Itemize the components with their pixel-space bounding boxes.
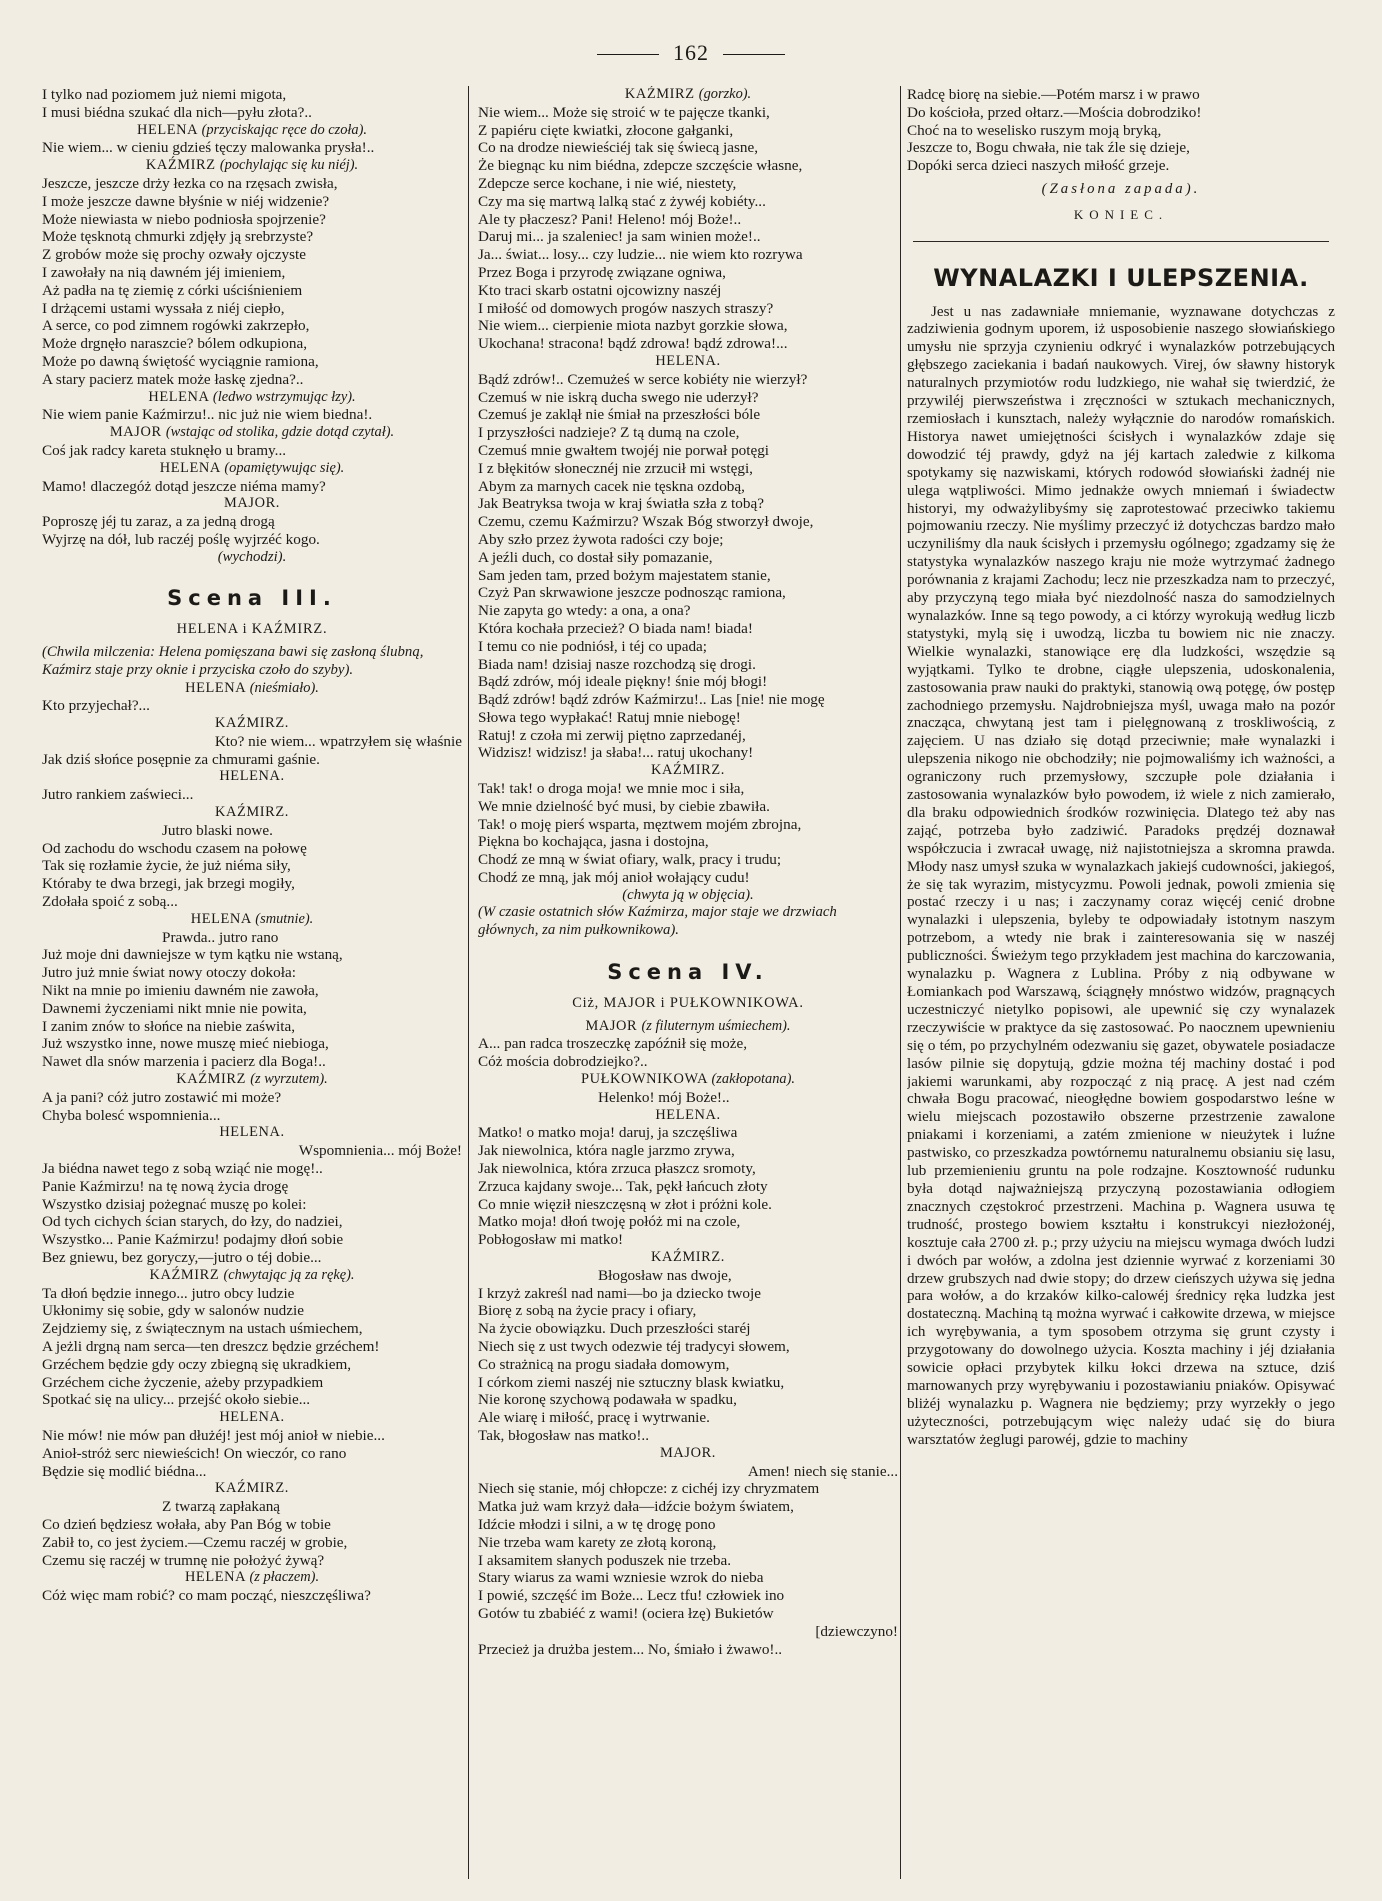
verse-line: Nawet dla snów marzenia i pacierz dla Boga!..	[42, 1053, 326, 1071]
speaker-cue	[42, 495, 462, 513]
verse-line: Kto przyjechał?...	[42, 697, 150, 715]
verse-line: Zabił to, co jest życiem.—Czemu raczéj w grobie,	[42, 1533, 348, 1551]
verse-line: Jutro już mnie świat nowy otoczy dokoła:	[42, 964, 296, 982]
verse-line: Wspomnienia... mój Boże!	[298, 1142, 462, 1160]
speaker-name: MAJOR.	[224, 495, 280, 512]
verse-line: Dawnemi życzeniami nikt mnie nie powita,	[42, 999, 307, 1017]
verse-line: Bez gniewu, bez goryczy,—jutro o téj dobie...	[42, 1249, 322, 1266]
speaker-cue	[42, 1071, 462, 1089]
speaker-cue	[478, 1249, 898, 1267]
verse-line: Gotów tu zbabiéć z wami! (ociera łzę) Bukietów	[478, 1604, 774, 1622]
speaker-cue	[42, 715, 462, 733]
verse-line: Może po dawną świętość wyciągnie ramiona,	[42, 352, 319, 370]
speaker-direction: (z wyrzutem).	[250, 1071, 328, 1088]
end-marker: KONIEC.	[1073, 206, 1169, 222]
verse-line: Z papiéru cięte kwiatki, złocone gałganki,	[478, 121, 734, 139]
speaker-cue	[478, 762, 898, 780]
speaker-name: KAŹMIRZ.	[215, 1480, 289, 1497]
verse-line: Chyba bolesć wspomnienia...	[42, 1106, 221, 1124]
verse-line: I tylko nad poziomem już niemi migota,	[42, 86, 287, 103]
drama-column-middle	[478, 86, 898, 1893]
speaker-name: KAŹMIRZ.	[215, 715, 289, 732]
page-number-dash-left	[597, 54, 659, 55]
verse-line: Radcę biorę na siebie.—Potém marsz i w prawo	[907, 86, 1200, 103]
verse-line: Która kochała przecież? O biada nam! biada!	[478, 619, 753, 637]
verse-line: I temu co nie podniósł, i téj co upada;	[478, 637, 708, 655]
speaker-direction: (wstając od stolika, gdzie dotąd czytał).	[165, 424, 395, 441]
verse-line: Piękna bo kochająca, jasna i dostojna,	[478, 833, 709, 851]
verse-line: Choć na to weselisko ruszym moją bryką,	[907, 121, 1162, 139]
verse-line: I zawołały na nią dawném jéj imieniem,	[42, 263, 286, 281]
verse-line: Matka już wam krzyż dała—idźcie bożym światem,	[478, 1498, 794, 1516]
verse-line: A jeźli duch, co dostał siły pomazanie,	[478, 548, 713, 566]
verse-line: I miłość od domowych progów naszych straszy?	[478, 299, 774, 317]
page-number	[0, 40, 1382, 66]
verse-line: Coś jak radcy kareta stuknęło u bramy...	[42, 441, 287, 459]
speaker-name: PUŁKOWNIKOWA	[580, 1071, 708, 1088]
speaker-direction: (przyciskając ręce do czoła).	[201, 121, 367, 138]
verse-line: Bądź zdrów, mój ideale piękny! śnie mój błogi!	[478, 673, 768, 691]
speaker-cue	[478, 1107, 898, 1125]
verse-line: Prawda.. jutro rano	[162, 928, 279, 946]
verse-line: Co na drodze niewieściéj tak się świecą jasne,	[478, 139, 759, 157]
verse-line: Niech się stanie, mój chłopcze: z cichéj izy chryzmatem	[478, 1480, 820, 1498]
column-rule-left	[468, 86, 469, 1879]
verse-line: Niech się z ust twych odezwie téj tradycyi słowem,	[478, 1337, 790, 1355]
verse-line: Panie Kaźmirzu! na tę nową życia drogę	[42, 1177, 289, 1195]
verse-line: We mnie dzielność być musi, by ciebie zbawiła.	[478, 797, 770, 815]
verse-line: [dziewczyno!	[815, 1622, 898, 1640]
verse-line: Grzéchem będzie gdy oczy zbiegną się ukradkiem,	[42, 1355, 352, 1373]
article-paragraph: Jest u nas zadawniałe mniemanie, wyznawane dotychczas z zadziwienia godnym uporem, iż usposobienie naszego słowiańskiego umysłu nie sprzyja czynieniu odkryć i wynalazków potrzebujących głębszego zaciekania i badań naukowych. Virej, ów sławny historyk naturalnych przymiotów rodu ludzkiego, nie wahał się twierdzić, że przywiléj pierwszeństwa i zręczności w sztukach mechanicznych, rzemiosłach i kunsztach, należy wyłącznie do narodów romańskich. Historya nawet umiejętności ścisłych i wynalazków zdaje się dowodzić téj prawdy, gdyż na jéj kartach zaledwie z kilkoma spotykamy się nazwiskami, których rodowód słowiański żadnéj nie ulega wątpliwości. Mimo jednakże owych mniemań i świadectw historyi, my odważylibyśmy się zaprotestować przeciwko takiemu pojmowaniu rzeczy. Nie myślimy przeczyć iż dotychczas bardzo mało uczyniliśmy dla nauk ścisłych i przemysłu ogólnego; zgadzamy się że statystyka wynalazków naszego kraju nie może wytrzymać żadnego porównania z krajami Zachodu; lecz nie przeszkadza nam to przeczyć, aby przyczyną tego miała być niezdolność nasza do samodzielnych wynalazków. Inne są tego powody, a ci którzy wyrokują według liczb statystyki, mylą się i uwodzą, liczba tu bowiem nic nie znaczy. Wielkie wynalazki, stanowiące erę dla ludzkości, wszędzie są wyjątkami. Tylko te drobne, ciągłe ulepszenia, udoskonalenia, zastosowania praw nauki do praktyki, stanowią ową potęgę, ów postęp zachodniego przemysłu. Najdrobniejsza myśl, uwaga mało na pozór znacząca, chwytaną jest tam i pielęgnowaną z troskliwością, z zajęciem. U nas działo się dotąd przeciwnie; małe wynalazki i ulepszenia nikogo nie obchodziły; nie pojmowaliśmy ich ważności, a ograniczony ruch przemysłowy, szczupłe pole działania i zastosowania wynalazków było powodem, iż wiele z nich zamierało, dla braku odpowiednich środków rozwinięcia. Dlatego też aby nas zająć, potrzeba było zadziwić. Paradoks prędzéj doznawał współczucia i zwracał uwagę, niż najistotniejsza a skromna prawda. Młody nasz umysł szuka w wynalazkach jakiejś cudowności, jakiegoś, że się tak wyrazim, mistycyzmu. Powoli jednak, powoli zmienia się postać rzeczy i u nas; i zaczynamy coraz więcéj cenić drobne wynalazki i ulepszenia, byleby te odpowiadały istotnym naszym potrzebom, a wtedy nie brak i zainteresowania się w naszéj publiczności. Świeżym tego przykładem jest machina do karczowania, wynalazku p. Wagnera z Lublina. Próby z nią odbywane w Łomiankach pod Warszawą, ściągnęły mnóstwo widzów, pragnących uczestniczyć nietylko popisowi, ale upewnić się czy wynalazek rzeczywiście w praktyce da się zastosować. Po naocznem upewnieniu się o tém, po przychylném odezwaniu się gazet, obywatele posiadacze lasów pilnie się dopytują, gdzie można téj machiny dostać i pod jakiemi warunkami, aby rozpocząć z nią pracę. A jest nad czém chwała Bogu pracować, nieogłędne bowiem gospodarstwo leśne w wielu miejscach pozostawiło obszerne przestrzenie zawalone pniakami i korzeniami, a zatém zmienione w nieużytek i luźne pastwisko, co przeszkadza powtórnemu naturalnemu obsianiu się lasu, lub przemienieniu gruntu na pole rodzajne. Kosztowność rudunku była dotąd najważniejszą przyczyną pozostawiania odłogiem znacznych częstokroć przestrzeni. Machina p. Wagnera usuwa tę trudność, prostego bowiem kształtu i konstrukcyi niezłożonéj, kosztuje cała 2700 zł. p.; przy użyciu na miejscu wymaga dwóch ludzi i dwóch par wołów, a zdolna jest dziennie wyrwać z korzeniami 30 drzew grubszych nad dwie stopy; do drzew cieńszych używa się jedna para wołów, a do krzaków kilko-calowéj średnicy ręka ludzka jest dostateczną. Machiną tą można wyrwać i całkowite drzewa, w miejsce ich wyrębywania, a tym sposobem otrzyma się grunt czysty i przygotowany do dowolnego użycia. Koszta machiny i jéj działania sowicie opłaci przybytek kilku łokci drzewa na sztuce, dziś marnowanych przy wyrębywaniu i pozostawianiu pniaków. Opisywać bliżéj wynalazku p. Wagnera nie będziemy; przy wyrzekły o jego użyteczności, potrzebującym więc należy udać się do biura warsztatów żeglugi parowéj, gdzie to machiny	[907, 303, 1335, 1448]
verse-line: Czy ma się martwą lalką stać z żywéj kobiéty...	[478, 192, 766, 210]
speaker-cue	[478, 1018, 898, 1036]
verse-line: Bądź zdrów!.. Czemużeś w serce kobiéty nie wierzył?	[478, 370, 808, 388]
verse-line: Czyż Pan skrwawione jeszcze podnosząc ramiona,	[478, 584, 786, 602]
speaker-direction: (z płaczem).	[249, 1569, 320, 1586]
speaker-name: KAŹMIRZ.	[215, 804, 289, 821]
verse-line: Jak Beatryksa twoja w kraj światła szła z tobą?	[478, 495, 764, 513]
speaker-name: HELENA	[184, 1569, 246, 1586]
speaker-cue	[42, 157, 462, 175]
verse-line: Ja... świat... losy... czy ludzie... nie wiem kto rozrywa	[478, 246, 803, 264]
verse-line: Jutro blaski nowe.	[162, 821, 273, 839]
verse-line: Czemuś w nie iskrą ducha swego nie uderzył?	[478, 388, 759, 406]
speaker-cue	[478, 1445, 898, 1463]
speaker-cue	[42, 1480, 462, 1498]
speaker-cue	[478, 86, 898, 104]
curtain-direction: (Zasłona zapada).	[1041, 180, 1201, 197]
verse-line: Zdepcze serce kochane, i nie wié, niestety,	[478, 174, 737, 192]
speaker-direction: (zakłopotana).	[711, 1071, 796, 1088]
verse-line: I zanim znów to słońce na niebie zaświta,	[42, 1017, 296, 1035]
verse-line: A ja pani? cóż jutro zostawić mi może?	[42, 1088, 282, 1106]
verse-line: Błogosław nas dwoje,	[598, 1266, 732, 1284]
drama-column-left	[42, 86, 462, 1893]
scene-heading: Scena III.	[167, 586, 337, 611]
verse-line: Abym za marnych cacek nie tęskna ozdobą,	[478, 477, 745, 495]
verse-line: Ratuj! z czoła mi zerwij piętno zaprzedanéj,	[478, 726, 746, 744]
verse-line: Wszystko... Panie Kaźmirzu! podajmy dłoń sobie	[42, 1231, 344, 1249]
verse-line: I może jeszcze dawne błyśnie w niéj widzenie?	[42, 192, 330, 210]
speaker-cue	[42, 1267, 462, 1285]
speaker-name: KAŹMIRZ	[624, 86, 695, 102]
speaker-name: HELENA.	[655, 1106, 721, 1123]
verse-line: Ta dłoń będzie innego... jutro obcy ludzie	[42, 1284, 295, 1302]
speaker-direction: (nieśmiało).	[249, 679, 319, 696]
verse-line: I z błękitów słonecznéj nie zrzucił mi wstęgi,	[478, 459, 753, 477]
verse-line: Mamo! dlaczegóż dotąd jeszcze niéma mamy?	[42, 477, 326, 495]
verse-line: Do kościoła, przed ołtarz.—Mościa dobrodziko!	[907, 103, 1202, 121]
speaker-name: HELENA.	[219, 1409, 285, 1426]
verse-line: Ale ty płaczesz? Pani! Heleno! mój Boże!..	[478, 210, 742, 228]
speaker-name: MAJOR.	[660, 1444, 716, 1461]
scene-cast: HELENA i KAŹMIRZ.	[176, 621, 328, 638]
verse-line: Może niewiasta w niebo podniosła spojrzenie?	[42, 210, 326, 228]
verse-line: Matko! o matko moja! daruj, ja szczęśliwa	[478, 1124, 738, 1142]
verse-line: Nie mów! nie mów pan dłużéj! jest mój anioł w niebie...	[42, 1426, 385, 1444]
speaker-name: MAJOR	[585, 1017, 638, 1034]
verse-line: Tak, błogosław nas matko!..	[478, 1426, 650, 1444]
verse-line: Kto? nie wiem... wpatrzyłem się właśnie	[214, 732, 462, 750]
verse-line: Amen! niech się stanie...	[747, 1462, 898, 1480]
verse-line: Aż padła na tę ziemię z córki uściśnieniem	[42, 281, 303, 299]
verse-line: Sam jeden tam, przed bożym majestatem stanie,	[478, 566, 771, 584]
verse-line: Nie koronę szychową podawała w spadku,	[478, 1391, 737, 1409]
scene-cast: Ciż, MAJOR i PUŁKOWNIKOWA.	[572, 994, 804, 1011]
verse-line: Któraby te dwa brzegi, jak brzegi mogiły,	[42, 875, 295, 893]
verse-line: Od zachodu do wschodu czasem na połowę	[42, 839, 307, 857]
speaker-direction: (opamiętywując się).	[224, 459, 345, 476]
verse-line: Ukłonimy się sobie, gdy w salonów nudzie	[42, 1302, 304, 1320]
verse-line: Kto traci skarb ostatni ojcowizny naszéj	[478, 281, 722, 299]
verse-line: Tak! tak! o droga moja! we mnie moc i siła,	[478, 780, 745, 798]
verse-line: A stary pacierz matek może łaskę zjedna?..	[42, 370, 304, 388]
verse-line: Idźcie młodzi i silni, a w tę drogę pono	[478, 1515, 716, 1533]
verse-line: Spotkać się na ulicy... przejść około siebie...	[42, 1391, 311, 1409]
speaker-direction: (ledwo wstrzymując łzy).	[212, 388, 356, 405]
verse-line: Biorę z sobą na życie pracy i ofiary,	[478, 1302, 697, 1320]
verse-line: Ja biédna nawet tego z sobą wziąć nie mogę!..	[42, 1160, 323, 1178]
verse-line: Nie wiem... cierpienie miota nazbyt gorzkie słowa,	[478, 317, 788, 335]
verse-line: Na życie obowiązku. Duch przeszłości staréj	[478, 1320, 751, 1338]
verse-line: Czemuś mnie gwałtem twojéj nie porwał potęgi	[478, 441, 770, 459]
verse-line: Może tęsknotą chmurki zdjęły ją srebrzyste?	[42, 228, 314, 246]
verse-line: I drżącemi ustami wyssała z niéj ciepło,	[42, 299, 285, 317]
stage-direction: (W czasie ostatnich słów Kaźmirza, major staje we drzwiach głównych, za nim pułkownikowa).	[478, 904, 837, 939]
speaker-name: KAŹMIRZ	[176, 1071, 246, 1088]
stage-direction: (wychodzi).	[217, 548, 287, 565]
article-headline: WYNALAZKI I ULEPSZENIA.	[933, 263, 1309, 292]
verse-line: Jeszcze, jeszcze drży łezka co na rzęsach zwisła,	[42, 174, 338, 192]
column-rule-right	[900, 86, 901, 1879]
verse-line: Nie trzeba wam karety ze złotą koroną,	[478, 1533, 717, 1551]
verse-line: Widzisz! widzisz! ja słaba!... ratuj ukochany!	[478, 744, 754, 762]
stage-direction: (chwyta ją w objęcia).	[622, 886, 754, 903]
speaker-cue	[42, 911, 462, 929]
verse-line: Zdołała spoić z sobą...	[42, 893, 178, 911]
speaker-cue	[42, 424, 462, 442]
verse-line: I musi biédna szukać dla nich—pyłu złota?..	[42, 103, 312, 121]
speaker-cue	[42, 122, 462, 140]
speaker-name: HELENA.	[655, 352, 721, 369]
verse-line: Będzie się modlić biédna...	[42, 1462, 207, 1480]
section-divider	[913, 241, 1329, 242]
speaker-cue	[42, 804, 462, 822]
verse-line: Jak dziś słońce posępnie za chmurami gaśnie.	[42, 750, 320, 768]
verse-line: Czemu się raczéj w trumnę nie położyć żywą?	[42, 1551, 325, 1569]
verse-line: Nie zapyta go wtedy: a ona, a ona?	[478, 602, 691, 620]
verse-line: Anioł-stróż serc niewieścich! On wieczór, co rano	[42, 1444, 347, 1462]
verse-line: Tak się rozłamie życie, że już niéma siły,	[42, 857, 291, 875]
verse-line: Grzéchem ciche życzenie, ażeby przypadkiem	[42, 1373, 324, 1391]
verse-line: I aksamitem słanych poduszek nie trzeba.	[478, 1551, 732, 1569]
verse-line: Helenko! mój Boże!..	[598, 1088, 730, 1106]
stage-direction: (Chwila milczenia: Helena pomięszana bawi się zasłoną ślubną, Kaźmirz staje przy oknie i przyciska czoło do szyby).	[42, 644, 424, 678]
verse-line: I powié, szczęść im Boże... Lecz tfu! człowiek ino	[478, 1587, 785, 1605]
verse-line: Tak! o moję pierś wsparta, męztwem mojém zbrojna,	[478, 815, 802, 833]
verse-line: Z grobów może się prochy ozwały ojczyste	[42, 246, 307, 264]
speaker-direction: (pochylając się ku niéj).	[219, 157, 359, 174]
verse-line: I krzyż zakreśl nad nami—bo ja dziecko twoje	[478, 1284, 761, 1302]
verse-line: A serce, co pod zimnem rogówki zakrzepło,	[42, 317, 310, 335]
verse-line: Poproszę jéj tu zaraz, a za jedną drogą	[42, 513, 275, 531]
verse-line: Pobłogosław mi matko!	[478, 1231, 624, 1249]
verse-line: Przecież ja drużba jestem... No, śmiało i żwawo!..	[478, 1640, 783, 1658]
verse-line: Co mnie więził nieszczęsną w złot i próżni kole.	[478, 1195, 772, 1213]
speaker-name: KAŹMIRZ.	[651, 1249, 725, 1265]
verse-line: Nie wiem panie Kaźmirzu!.. nic już nie wiem biedna!.	[42, 406, 373, 424]
speaker-name: HELENA.	[219, 768, 285, 785]
verse-line: Aby szło przez żywota radości czy boje;	[478, 530, 724, 548]
speaker-name: KAŹMIRZ	[145, 157, 216, 174]
verse-line: Ukochana! stracona! bądź zdrowa! bądź zdrowa!...	[478, 335, 788, 353]
verse-line: Cóż więc mam robić? co mam począć, nieszczęśliwa?	[42, 1587, 371, 1605]
verse-line: Bądź zdrów! bądź zdrów Kaźmirzu!.. Las [nie! nie mogę	[478, 691, 825, 709]
speaker-cue	[478, 353, 898, 371]
verse-line: Czemuś je zaklął nie śmiał na przeszłości bóle	[478, 406, 761, 424]
page-number-text: 162	[673, 40, 709, 65]
speaker-direction: (chwytając ją za rękę).	[223, 1266, 355, 1283]
verse-line: Może drgnęło naraszcie? bólem odkupiona,	[42, 335, 307, 353]
verse-line: Dopóki serca dzieci naszych miłość grzeje.	[907, 157, 1170, 175]
verse-line: Stary wiarus za wami wzniesie wzrok do nieba	[478, 1569, 764, 1587]
verse-line: Jak niewolnica, która zrzuca płaszcz sromoty,	[478, 1160, 756, 1178]
verse-line: A jeżli drgną nam serca—ten dreszcz będzie grzéchem!	[42, 1337, 380, 1355]
speaker-name: HELENA	[159, 459, 221, 476]
verse-line: Zrzuca kajdany swoje... Tak, pękł łańcuch złoty	[478, 1177, 768, 1195]
article-body	[907, 304, 1335, 1450]
verse-line: Jak niewolnica, która nagle jarzmo zrywa,	[478, 1142, 735, 1160]
verse-line: Biada nam! dzisiaj nasze rozchodzą się drogi.	[478, 655, 756, 673]
speaker-name: KAŹMIRZ.	[651, 762, 725, 779]
speaker-cue	[42, 768, 462, 786]
verse-line: Matko moja! dłoń twoję połóż mi na czole,	[478, 1213, 741, 1231]
verse-line: Od tych cichych ścian starych, do łzy, do nadziei,	[42, 1213, 343, 1231]
verse-line: Jutro rankiem zaświeci...	[42, 786, 194, 804]
article-column-right	[907, 86, 1335, 1893]
verse-line: Przez Boga i przyrodę związane ogniwa,	[478, 263, 726, 281]
verse-line: Co strażnicą na progu siadała domowym,	[478, 1355, 730, 1373]
scene-heading: Scena IV.	[607, 959, 769, 984]
verse-line: Z twarzą zapłakaną	[162, 1498, 281, 1516]
verse-line: Nikt na mnie po imieniu dawném nie zawoła,	[42, 982, 319, 1000]
verse-line: Chodź ze mną, jak mój anioł wołający cudu!	[478, 869, 750, 887]
verse-line: Zejdziemy się, z świątecznym na ustach uśmiechem,	[42, 1320, 363, 1338]
verse-line: I przyszłości nadzieje? Z tą dumą na czole,	[478, 424, 740, 442]
page-number-dash-right	[723, 54, 785, 55]
speaker-direction: (gorzko).	[698, 86, 752, 102]
speaker-name: HELENA	[148, 388, 209, 405]
verse-line: Co dzień będziesz wołała, aby Pan Bóg w tobie	[42, 1515, 331, 1533]
speaker-name: HELENA	[190, 910, 252, 927]
verse-line: Cóż mościa dobrodziejko?..	[478, 1053, 648, 1071]
verse-line: Słowa tego wypłakać! Ratuj mnie niebogę!	[478, 708, 741, 726]
verse-line: Nie wiem... Może się stroić w te pajęcze tkanki,	[478, 103, 770, 121]
verse-line: Że biegnąc ku nim biédna, zdepcze szczęście własne,	[478, 157, 803, 175]
verse-line: I córkom ziemi naszéj nie sztuczny blask kwiatku,	[478, 1373, 785, 1391]
speaker-name: HELENA	[185, 679, 246, 696]
speaker-cue	[42, 389, 462, 407]
speaker-name: KAŹMIRZ	[149, 1266, 220, 1283]
verse-line: Jeszcze to, Bogu chwała, nie tak źle się dzieje,	[907, 139, 1190, 157]
speaker-cue	[42, 1124, 462, 1142]
speaker-direction: (z filuternym uśmiechem).	[641, 1017, 791, 1034]
verse-line: Wyjrzę na dół, lub raczéj poślę wyjrzéć kogo.	[42, 530, 320, 548]
verse-line: Już wszystko inne, nowe muszę mieć niebioga,	[42, 1035, 329, 1053]
verse-line: Już moje dni dawniejsze w tym kątku nie wstaną,	[42, 946, 343, 964]
speaker-name: HELENA.	[219, 1124, 285, 1141]
verse-line: Ale wiarę i miłość, pracę i wytrwanie.	[478, 1409, 710, 1427]
speaker-cue	[42, 1409, 462, 1427]
speaker-cue	[478, 1071, 898, 1089]
speaker-name: HELENA	[137, 121, 198, 138]
verse-line: Daruj mi... ja szaleniec! ja sam winien może!..	[478, 228, 761, 246]
verse-line: Nie wiem... w cieniu gdzieś tęczy malowanka prysła!..	[42, 139, 375, 157]
verse-line: Czemu, czemu Kaźmirzu? Wszak Bóg stworzył dwoje,	[478, 513, 814, 531]
closing-verse	[907, 86, 1335, 175]
speaker-cue	[42, 460, 462, 478]
verse-line: Chodź ze mną w świat ofiary, walk, pracy i trudu;	[478, 851, 782, 869]
speaker-name: MAJOR	[109, 424, 162, 441]
speaker-cue	[42, 1569, 462, 1587]
speaker-direction: (smutnie).	[255, 910, 314, 927]
verse-line: A... pan radca troszeczkę zapóźnił się może,	[478, 1035, 748, 1053]
speaker-cue	[42, 680, 462, 698]
verse-line: Wszystko dzisiaj pożegnać muszę po kolei:	[42, 1195, 307, 1213]
